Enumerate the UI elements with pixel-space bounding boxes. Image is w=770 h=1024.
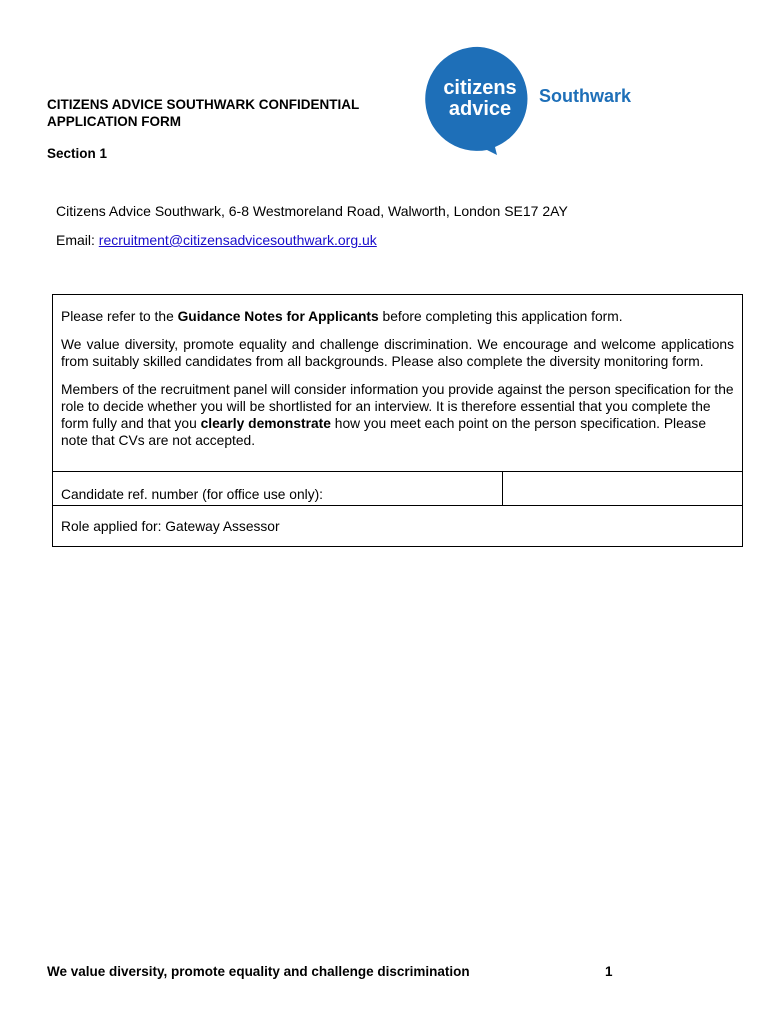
title-line-1: CITIZENS ADVICE SOUTHWARK CONFIDENTIAL: [47, 97, 360, 112]
email-label: Email:: [56, 232, 99, 248]
citizens-advice-logo: [425, 45, 655, 157]
page-number: 1: [605, 964, 613, 979]
title-line-2: APPLICATION FORM: [47, 114, 181, 129]
candidate-ref-label: Candidate ref. number (for office use only):: [53, 472, 503, 505]
email-line: [56, 232, 377, 248]
guidance-p3-bold: clearly demonstrate: [200, 416, 331, 431]
logo-text-advice: advice: [448, 98, 512, 120]
guidance-p3-pre: Members of the recruitment panel will consider information you provide against the person specification for the role to decide whether you will be shortlisted for an interview. It is therefore essential that you complete the form fully and that you: [61, 382, 734, 431]
document-title: [47, 96, 427, 130]
email-link[interactable]: recruitment@citizensadvicesouthwark.org.uk: [98, 232, 377, 248]
guidance-notes-title: Guidance Notes for Applicants: [177, 309, 379, 324]
guidance-p3-post: how you meet each point on the person specification. Please note that CVs are not accepted.: [61, 416, 707, 448]
footer-text: We value diversity, promote equality and challenge discrimination: [47, 964, 470, 979]
logo-text-branch: Southwark: [539, 86, 632, 106]
guidance-paragraph-2: We value diversity, promote equality and challenge discrimination. We encourage and welcome applications from suitably skilled candidates from all backgrounds. Please also complete the diversity monitoring form.: [61, 337, 734, 369]
guidance-p1-pre: Please refer to the: [61, 309, 178, 324]
guidance-section: [53, 295, 742, 472]
role-applied-row: Role applied for: Gateway Assessor: [61, 519, 280, 534]
section-heading: Section 1: [47, 146, 108, 161]
guidance-paragraph-1: [61, 308, 734, 325]
guidance-paragraph-3: [61, 381, 734, 449]
application-form-box: [52, 294, 743, 547]
candidate-ref-row: [53, 472, 742, 506]
guidance-p1-post: before completing this application form.: [378, 309, 623, 324]
logo-text-citizens: citizens: [443, 77, 517, 99]
office-address: Citizens Advice Southwark, 6-8 Westmoreland Road, Walworth, London SE17 2AY: [56, 203, 568, 219]
candidate-ref-field[interactable]: [503, 472, 742, 505]
logo-graphic: [425, 45, 655, 157]
